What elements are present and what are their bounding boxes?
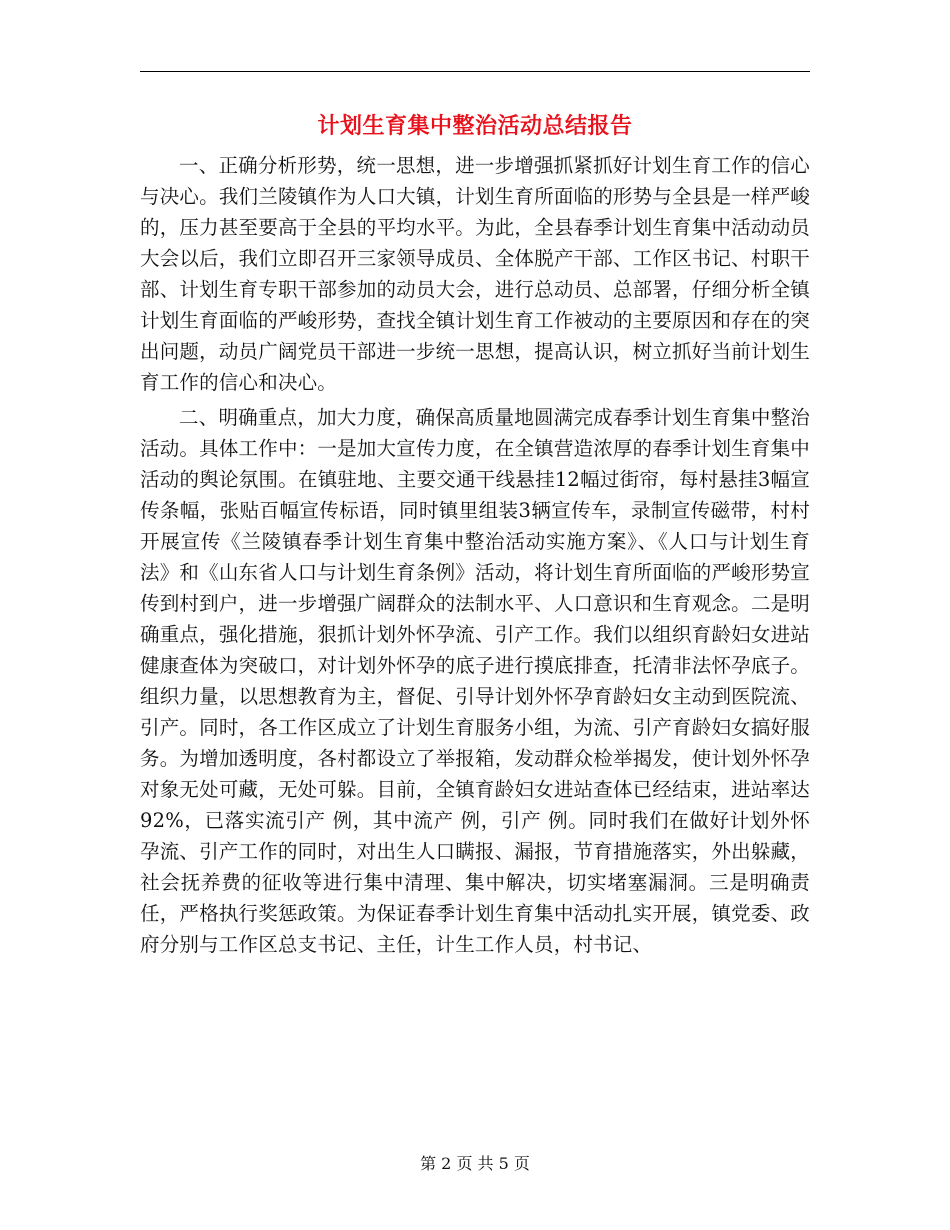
paragraph-1: 一、正确分析形势，统一思想，进一步增强抓紧抓好计划生育工作的信心与决心。我们兰陵镇作为人口大镇，计划生育所面临的形势与全县是一样严峻的，压力甚至要高于全县的平均水平。为此，全县春季计划生育集中活动动员大会以后，我们立即召开三家领导成员、全体脱产干部、工作区书记、村职干部、计划生育专职干部参加的动员大会，进行总动员、总部署，仔细分析全镇计划生育面临的严峻形势，查找全镇计划生育工作被动的主要原因和存在的突出问题，动员广阔党员干部进一步统一思想，提高认识，树立抓好当前计划生育工作的信心和决心。 [140, 154, 810, 394]
page-number: 第 2 页 共 5 页 [420, 1154, 530, 1173]
header-rule [140, 71, 810, 72]
paragraph-2: 二、明确重点，加大力度，确保高质量地圆满完成春季计划生育集中整治活动。具体工作中：一是加大宣传力度，在全镇营造浓厚的春季计划生育集中活动的舆论氛围。在镇驻地、主要交通干线悬挂12幅过街帘，每村悬挂3幅宣传条幅，张贴百幅宣传标语，同时镇里组装3辆宣传车，录制宣传磁带，村村开展宣传《兰陵镇春季计划生育集中整治活动实施方案》、《人口与计划生育法》和《山东省人口与计划生育条例》活动，将计划生育所面临的严峻形势宣传到村到户，进一步增强广阔群众的法制水平、人口意识和生育观念。二是明确重点，强化措施，狠抓计划外怀孕流、引产工作。我们以组织育龄妇女进站健康查体为突破口，对计划外怀孕的底子进行摸底排查，托清非法怀孕底子。组织力量，以思想教育为主，督促、引导计划外怀孕育龄妇女主动到医院流、引产。同时，各工作区成立了计划生育服务小组，为流、引产育龄妇女搞好服务。为增加透明度，各村都设立了举报箱，发动群众检举揭发，使计划外怀孕对象无处可藏，无处可躲。目前，全镇育龄妇女进站查体已经结束，进站率达92%，已落实流引产 例，其中流产 例，引产 例。同时我们在做好计划外怀孕流、引产工作的同时，对出生人口瞒报、漏报，节育措施落实，外出躲藏，社会抚养费的征收等进行集中清理、集中解决，切实堵塞漏洞。三是明确责任，严格执行奖惩政策。为保证春季计划生育集中活动扎实开展，镇党委、政府分别与工作区总支书记、主任，计生工作人员，村书记、 [140, 406, 810, 956]
document-body [140, 150, 810, 960]
document-title: 计划生育集中整治活动总结报告 [317, 113, 633, 139]
